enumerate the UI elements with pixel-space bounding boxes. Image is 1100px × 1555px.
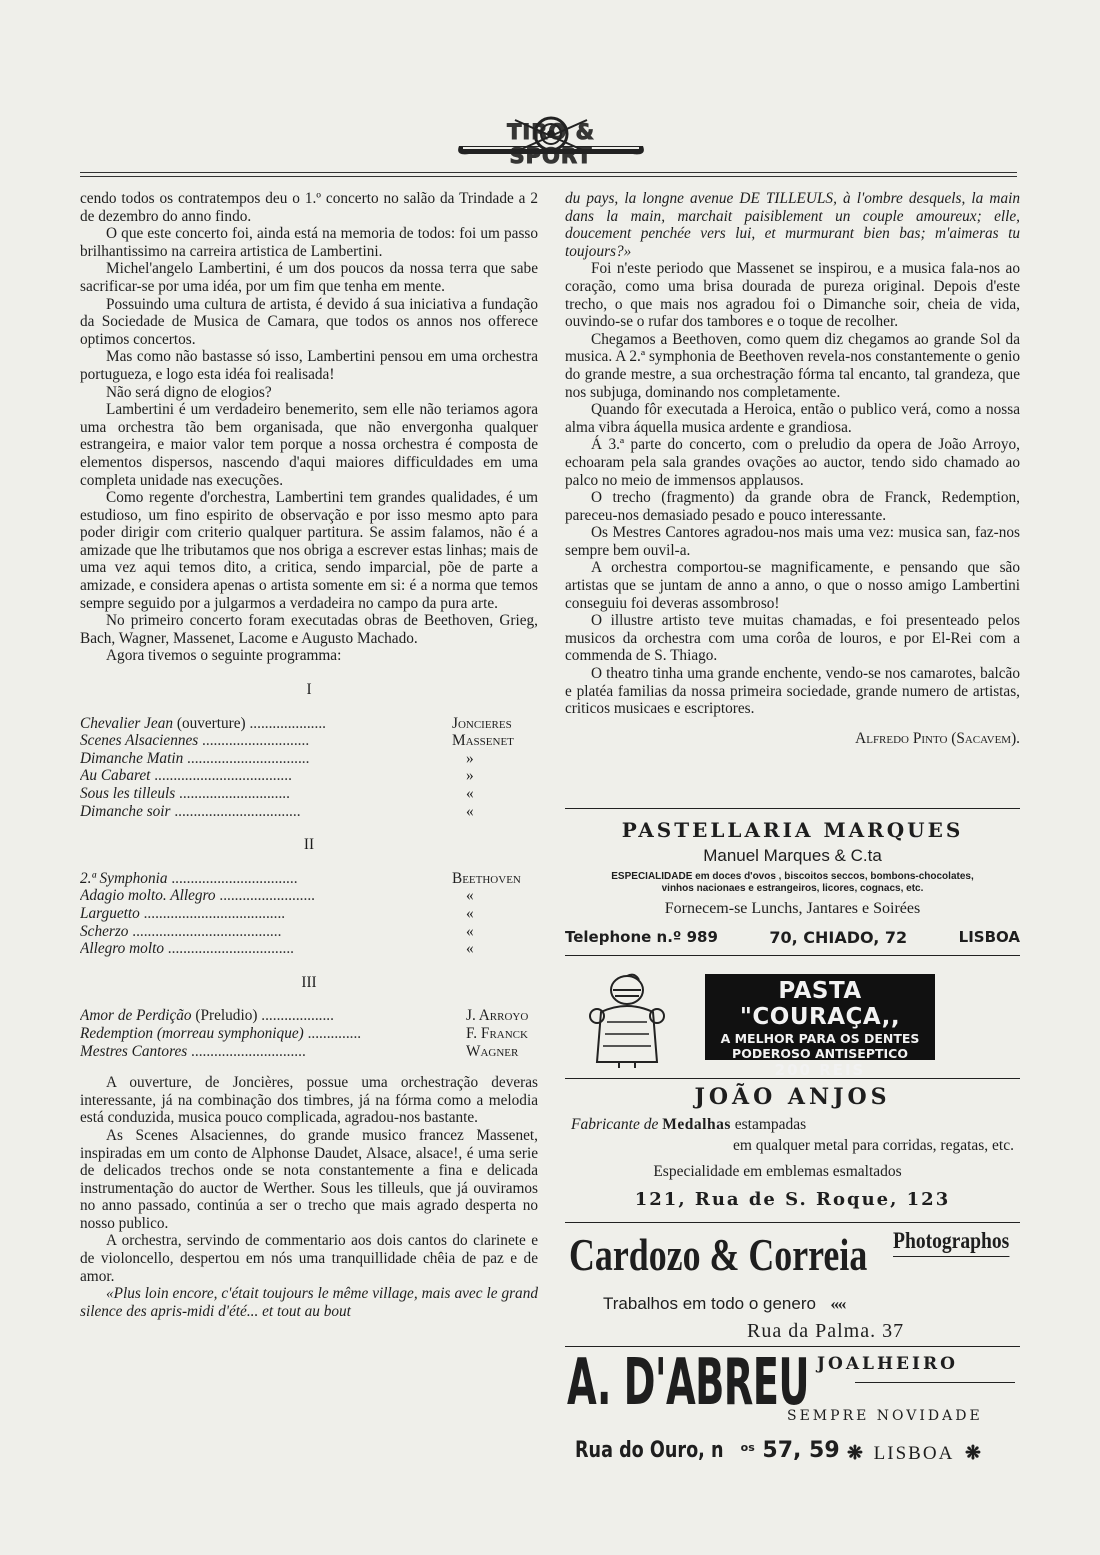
programme-item: [80, 732, 538, 750]
paragraph: O que este concerto foi, ainda está na memoria de todos: foi um passo brilhantissimo na carreira artistica de Lambertini.: [80, 225, 538, 260]
programme-composer: J. Arroyo: [466, 1007, 529, 1025]
ad-cardozo-line1-text: Trabalhos em todo o genero: [603, 1294, 816, 1313]
ad-marques-address: 70, CHIADO, 72: [769, 928, 908, 947]
programme-item: [80, 767, 538, 785]
programme-piece-title: Adagio molto. Allegro: [80, 887, 216, 905]
ad-pastellaria-marques: [565, 812, 1020, 952]
programme-piece-title: Allegro molto: [80, 940, 164, 958]
ad-marques-contact: [565, 928, 1020, 947]
knight-armor-icon: [577, 972, 677, 1068]
programme-piece-title: Amor de Perdição: [80, 1007, 192, 1025]
ad-marques-name: PASTELLARIA MARQUES: [621, 818, 964, 842]
programme-composer: Massenet: [452, 732, 514, 750]
article-signature: Alfredo Pinto (Sacavem).: [855, 729, 1020, 747]
masthead-logo: [455, 112, 647, 168]
programme-section-number: III: [301, 973, 317, 991]
ad-marques-owner: Manuel Marques & C.ta: [703, 846, 882, 865]
masthead-text: TIRO & SPORT: [507, 120, 595, 168]
paragraph: A orchestra comportou-se magnificamente, e pensando que são artistas que se juntam de anno a anno, o que o nosso amigo Lambertini conseguiu foi deveras assombroso!: [565, 559, 1020, 612]
paragraph: Não será digno de elogios?: [106, 383, 272, 401]
dot-leader: .................................: [167, 869, 298, 887]
dot-leader: ..............: [303, 1024, 362, 1042]
paragraph: «Plus loin encore, c'était toujours le même village, mais avec le grand silence des apris-midi d'été... et tout au bout: [80, 1285, 538, 1320]
programme-piece-title: Chevalier Jean: [80, 714, 174, 732]
dot-leader: .....................................: [139, 904, 286, 922]
paragraph: A ouverture, de Joncières, possue uma orchestração deveras interessante, já na combinação dos timbres, já na fórma como a melodia está conduzida, musica pouco complicada, agradou-nos bastante.: [80, 1074, 538, 1127]
ad-anjos-line1-c: estampadas: [730, 1116, 807, 1133]
ad-dabreu-name: A. D'ABREU: [567, 1346, 809, 1420]
programme-item: [80, 1007, 538, 1025]
programme-item: [80, 715, 538, 733]
ad-marques-spec1: ESPECIALIDADE em doces d'ovos , biscoitos seccos, bombons-chocolates,: [611, 871, 974, 882]
programme-piece-title: Au Cabaret: [80, 767, 151, 785]
paragraph: du pays, la longne avenue DE TILLEULS, à l'ombre desquels, la main dans la main, marchait paisiblement un couple amoureux; elle, doucement penchée vers lui, et murmurant bien bas; m'aimeras tu toujours?»: [565, 190, 1020, 260]
paragraph: O trecho (fragmento) da grande obra de Franck, Redemption, pareceu-nos demasiado pesado e pouco interessante.: [565, 489, 1020, 524]
programme-item: [80, 750, 538, 768]
ad-couraca-line3: PODEROSO ANTISEPTICO: [732, 1046, 908, 1061]
programme-item: [80, 803, 538, 821]
ad-couraca-box: [705, 974, 935, 1079]
dot-leader: .............................: [175, 785, 290, 802]
paragraph: Foi n'este periodo que Massenet se inspirou, e a musica fala-nos ao coração, como uma brisa dourada de pureza original. Depois d'este trecho, o que mais nos agradou foi o Dimanche soir, cheia de vida, ouvindo-se o rufar dos tambores e o toque de recolher.: [565, 260, 1020, 331]
programme-list: [80, 1007, 538, 1060]
ad-marques-spec2: vinhos nacionaes e estrangeiros, licores, cognacs, etc.: [661, 883, 924, 894]
ad-dabreu-sup: os: [740, 1440, 755, 1454]
ad-dabreu-city: LISBOA: [873, 1443, 955, 1464]
programme-piece-title: Redemption (morreau symphonique): [80, 1024, 304, 1042]
programme-piece-title: Larguetto: [80, 904, 140, 922]
programme-composer: Joncieres: [452, 714, 512, 732]
ad-dabreu-address-text: Rua do Ouro, n: [575, 1438, 724, 1463]
paragraph: Á 3.ª parte do concerto, com o preludio da opera de João Arroyo, echoaram pela sala grandes ovações ao auctor, tendo sido chamado ao palco no meio de immensos applausos.: [565, 436, 1020, 489]
programme-piece-title: Scherzo: [80, 922, 129, 940]
header-rule-2: [80, 176, 1017, 177]
ad-marques-city: LISBOA: [958, 928, 1020, 946]
programme-composer: «: [466, 785, 474, 802]
paragraph: Mas como não bastasse só isso, Lambertini pensou em uma orchestra portugueza, e logo esta idéa foi realisada!: [80, 348, 538, 383]
paragraph: Como regente d'orchestra, Lambertini tem grandes qualidades, é um estudioso, um fino espirito de observação e por isso mesmo apto para poder dirigir com criterio qualquer partitura. Se assim falamos, não é a amizade que lhe tributamos que nos obriga a escrever estas linhas; mais de uma vez aqui temos dito, a critica, sendo imparcial, põe de parte a amizade, e considera apenas o artista somente em si: é a norma que temos sempre seguido por a julgarmos a verdadeira no campo da pura arte.: [80, 489, 538, 612]
paragraph: O theatro tinha uma grande enchente, vendo-se nos camarotes, balcão e platéa familias da nossa primeira sociedade, grande numero de artistas, criticos musicaes e escriptores.: [565, 665, 1020, 718]
programme-composer: Beethoven: [452, 869, 521, 887]
programme-item: [80, 785, 538, 803]
left-column: [80, 190, 538, 1320]
ad-dabreu-title: JOALHEIRO: [817, 1354, 958, 1374]
programme-item: [80, 870, 538, 888]
programme-piece-title: Scenes Alsaciennes: [80, 732, 199, 750]
programme-composer: »: [466, 767, 474, 785]
ad-marques-lunch: Fornecem-se Lunchs, Jantares e Soirées: [664, 900, 921, 917]
dot-leader: ....................: [245, 714, 326, 732]
paragraph: Michel'angelo Lambertini, é um dos poucos da nossa terra que sabe sacrificar-se por uma idéa, por um fim que tenha em mente.: [80, 260, 538, 295]
dot-leader: ............................: [198, 732, 310, 750]
programme-composer: Wagner: [466, 1042, 519, 1060]
dot-leader: .........................: [215, 887, 315, 905]
ad-couraca-line2: A MELHOR PARA OS DENTES: [720, 1031, 920, 1046]
paragraph: Agora tivemos o seguinte programma:: [106, 647, 342, 665]
dot-leader: ................................: [183, 749, 310, 767]
ad-couraca-line4: 200 REIS: [774, 1061, 866, 1079]
ad-anjos-address: 121, Rua de S. Roque, 123: [634, 1189, 951, 1210]
paragraph: No primeiro concerto foram executadas obras de Beethoven, Grieg, Bach, Wagner, Massenet, Lacome e Augusto Machado.: [80, 612, 538, 647]
ad-anjos-name: JOÃO ANJOS: [694, 1084, 891, 1110]
ad-cardozo-name: Cardozo & Correia: [569, 1229, 868, 1280]
ad-marques-phone: Telephone n.º 989: [565, 928, 718, 946]
ad-anjos-line2: em qualquer metal para corridas, regatas, etc.: [732, 1137, 1014, 1154]
programme-item: [80, 1043, 538, 1061]
ad-cardozo-correia: [565, 1226, 1020, 1346]
ad-pasta-couraca: [565, 960, 1020, 1079]
ad-cardozo-profession: Photographos: [893, 1228, 1009, 1257]
programme-piece-title: Dimanche Matin: [80, 749, 184, 767]
ad-anjos-line3: Especialidade em emblemas esmaltados: [653, 1163, 902, 1180]
ad-couraca-line1: PASTA "COURAÇA,,: [739, 978, 901, 1030]
programme-composer: «: [466, 940, 474, 958]
asterisk-ornament-icon: ❋: [965, 1443, 981, 1464]
ad-dabreu: [565, 1348, 1020, 1478]
programme-item: [80, 923, 538, 941]
programme-section-number: I: [306, 681, 312, 699]
programme-section-number: II: [303, 836, 315, 854]
ad-divider: [565, 808, 1020, 809]
dot-leader: .......................................: [128, 922, 282, 940]
paragraph: As Scenes Alsaciennes, do grande musico francez Massenet, inspiradas em um conto de Alphonse Daudet, Alsace, alsace!, é uma serie de delicados trechos onde se nota constantemente a fina e delicada instrumentação do auctor de Werther. Sous les tilleuls, que já ouviramos no anno passado, continúa a ser o trecho que mais agrado desperta no nosso publico.: [80, 1126, 538, 1232]
right-column: [565, 190, 1020, 747]
programme-piece-title: Mestres Cantores: [80, 1042, 188, 1060]
ad-dabreu-numbers: 57, 59: [754, 1438, 840, 1463]
header-rule: [80, 172, 1017, 173]
programme-item: [80, 1025, 538, 1043]
ad-divider: [565, 955, 1020, 956]
ad-joao-anjos: [565, 1082, 1020, 1217]
programme-piece-title: 2.ª Symphonia: [80, 869, 168, 887]
paragraph: A orchestra, servindo de commentario aos dois cantos do clarinete e de violoncello, despertou em nós uma tranquillidade chêia de paz e de amor.: [80, 1232, 538, 1285]
ad-dabreu-address: [575, 1438, 840, 1463]
paragraph: O illustre artisto teve muitas chamadas, e foi presenteado pelos musicos da orchestra com uma corôa de louros, e por El-Rei com a commenda de S. Thiago.: [565, 612, 1020, 665]
ad-dabreu-rule: [855, 1382, 1015, 1383]
programme-item: [80, 887, 538, 905]
dot-leader: ..............................: [187, 1042, 306, 1060]
asterisk-ornament-icon: ❋: [847, 1443, 863, 1464]
paragraph: Chegamos a Beethoven, como quem diz chegamos ao grande Sol da musica. A 2.ª symphonia de Beethoven revela-nos constantemente o genio do grande mestre, a sua orchestração fórma tal encanto, tal grandeza, que nos subjuga, dominando nos completamente.: [565, 330, 1020, 401]
ad-anjos-line1-b: Medalhas: [662, 1116, 731, 1133]
paragraph: Possuindo uma cultura de artista, é devido á sua iniciativa a fundação da Sociedade de Musica de Camara, que todos os annos nos offerece optimos concertos.: [80, 295, 538, 348]
arrows-ornament-icon: ‹‹‹‹: [830, 1294, 845, 1313]
ad-anjos-line1: [565, 1116, 1020, 1134]
paragraph: Lambertini é um verdadeiro benemerito, sem elle não teriamos agora uma orchestra tão bem organisada, que não envergonha qualquer estrangeira, e maior valor tem porque a nossa orchestra é composta de elementos dispersos, nascendo d'aqui maiores difficuldades em uma completa unidade nas execuções.: [80, 401, 538, 489]
programme-piece-note: (ouverture): [173, 714, 246, 732]
ad-dabreu-city-block: [847, 1442, 981, 1465]
paragraph: cendo todos os contratempos deu o 1.º concerto no salão da Trindade a 2 de dezembro do anno findo.: [80, 190, 538, 225]
programme-piece-note: (Preludio): [191, 1007, 258, 1025]
ad-cardozo-line1: [603, 1294, 845, 1314]
programme-composer: F. Franck: [466, 1024, 528, 1042]
ad-divider: [565, 1222, 1020, 1223]
programme-list: [80, 870, 538, 958]
dot-leader: ...................: [257, 1007, 334, 1025]
ad-divider: [565, 1078, 1020, 1079]
dot-leader: ....................................: [150, 767, 292, 785]
concert-programme: [80, 681, 538, 1060]
ad-cardozo-address: Rua da Palma. 37: [747, 1320, 905, 1342]
programme-composer: »: [466, 749, 474, 767]
paragraph: Os Mestres Cantores agradou-nos mais uma vez: musica san, faz-nos sempre bem ouvil-a.: [565, 524, 1020, 559]
programme-list: [80, 715, 538, 821]
dot-leader: .................................: [163, 940, 295, 958]
programme-piece-title: Dimanche soir: [80, 802, 171, 820]
programme-item: [80, 905, 538, 923]
dot-leader: .................................: [170, 802, 301, 820]
ad-dabreu-tagline: SEMPRE NOVIDADE: [787, 1408, 983, 1424]
programme-piece-title: Sous les tilleuls: [80, 785, 176, 802]
programme-composer: «: [466, 922, 474, 940]
programme-item: [80, 940, 538, 958]
paragraph: Quando fôr executada a Heroica, então o publico verá, como a nossa alma vibra áquella musica ardente e grandiosa.: [565, 401, 1020, 436]
programme-composer: «: [466, 904, 474, 922]
programme-composer: «: [466, 887, 474, 905]
ad-anjos-line1-a: Fabricante de: [571, 1116, 663, 1133]
programme-composer: «: [466, 802, 474, 820]
